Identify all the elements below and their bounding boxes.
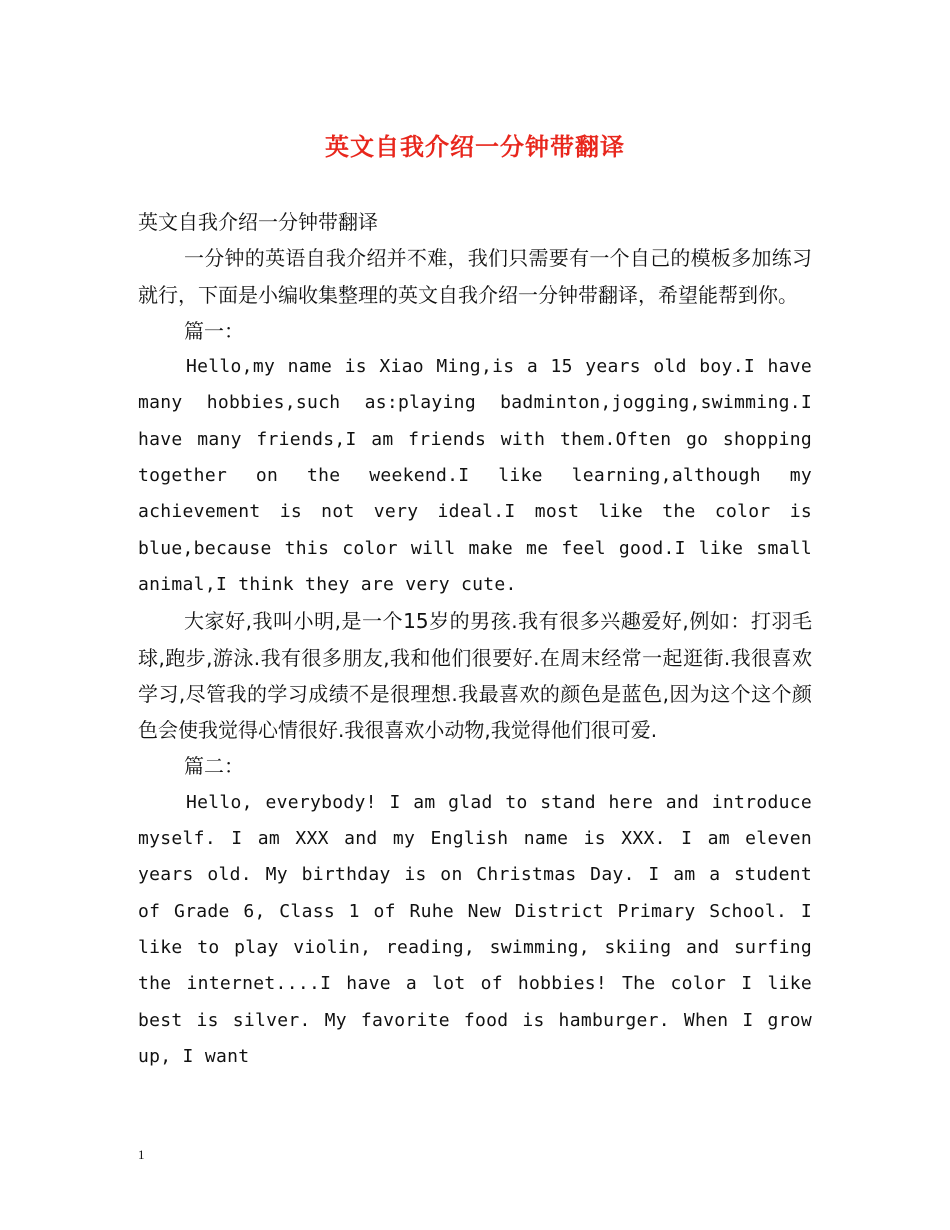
document-body (138, 204, 812, 1075)
section-two-english-paragraph: Hello, everybody! I am glad to stand here and introduce myself. I am XXX and my English name is XXX. I am eleven years old. My birthday is on Christmas Day. I am a student of Grade 6, Class 1 of Ruhe New District Primary School. I like to play violin, reading, swimming, skiing and surfing the internet....I have a lot of hobbies! The color I like best is silver. My favorite food is hamburger. When I grow up, I want (138, 791, 812, 1067)
section-two-heading: 篇二： (184, 754, 244, 779)
section-one-chinese-paragraph: 大家好,我叫小明,是一个15岁的男孩.我有很多兴趣爱好,例如：打羽毛球,跑步,游泳.我有很多朋友,我和他们很要好.在周末经常一起逛街.我很喜欢学习,尽管我的学习成绩不是很理想.我最喜欢的颜色是蓝色,因为这个这个颜色会使我觉得心情很好.我很喜欢小动物,我觉得他们很可爱. (138, 609, 812, 743)
section-one-heading: 篇一： (184, 318, 244, 343)
intro-paragraph: 一分钟的英语自我介绍并不难，我们只需要有一个自己的模板多加练习就行，下面是小编收集整理的英文自我介绍一分钟带翻译，希望能帮到你。 (138, 246, 812, 307)
document-subtitle: 英文自我介绍一分钟带翻译 (138, 210, 378, 234)
page-number: 1 (138, 1147, 145, 1162)
section-one-english-paragraph: Hello,my name is Xiao Ming,is a 15 years old boy.I have many hobbies,such as:playing badminton,jogging,swimming.I have many friends,I am friends with them.Often go shopping together on the weekend.I like learning,although my achievement is not very ideal.I most like the color is blue,because this color will make me feel good.I like small animal,I think they are very cute. (138, 356, 812, 595)
document-title: 英文自我介绍一分钟带翻译 (325, 132, 625, 161)
